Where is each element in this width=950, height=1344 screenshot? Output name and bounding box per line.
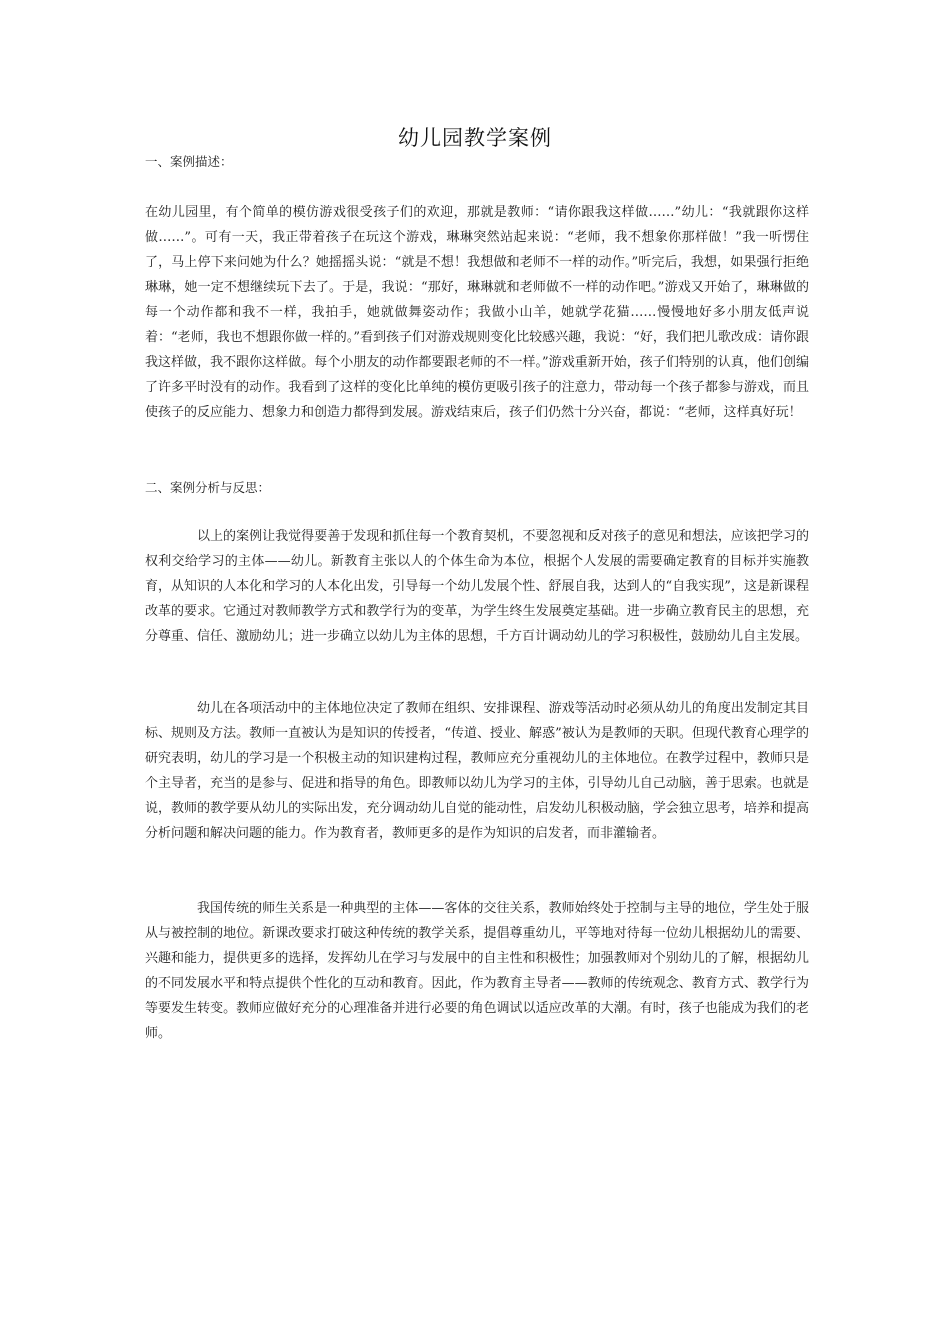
analysis-paragraph-2: 幼儿在各项活动中的主体地位决定了教师在组织、安排课程、游戏等活动时必须从幼儿的角度出发制定其目标、规则及方法。教师一直被认为是知识的传授者，“传道、授业、解惑”被认为是教师的天职。但现代教育心理学的研究表明，幼儿的学习是一个积极主动的知识建构过程，教师应充分重视幼儿的主体地位。在教学过程中，教师只是个主导者，充当的是参与、促进和指导的角色。即教师以幼儿为学习的主体，引导幼儿自己动脑，善于思索。也就是说，教师的教学要从幼儿的实际出发，充分调动幼儿自觉的能动性，启发幼儿积极动脑，学会独立思考，培养和提高分析问题和解决问题的能力。作为教育者，教师更多的是作为知识的启发者，而非灌输者。 <box>145 701 809 841</box>
analysis-paragraph-3: 我国传统的师生关系是一种典型的主体——客体的交往关系，教师始终处于控制与主导的地位，学生处于服从与被控制的地位。新课改要求打破这种传统的教学关系，提倡尊重幼儿，平等地对待每一位幼儿根据幼儿的需要、兴趣和能力，提供更多的选择，发挥幼儿在学习与发展中的自主性和积极性；加强教师对个别幼儿的了解，根据幼儿的不同发展水平和特点提供个性化的互动和教育。因此，作为教育主导者——教师的传统观念、教育方式、教学行为等要发生转变。教师应做好充分的心理准备并进行必要的角色调试以适应改革的大潮。有时，孩子也能成为我们的老师。 <box>145 901 809 1041</box>
section-heading-case-description: 一、案例描述： <box>145 154 233 169</box>
analysis-paragraph-1: 以上的案例让我觉得要善于发现和抓住每一个教育契机，不要忽视和反对孩子的意见和想法，应该把学习的权利交给学习的主体——幼儿。新教育主张以人的个体生命为本位，根据个人发展的需要确定教育的目标并实施教育，从知识的人本化和学习的人本化出发，引导每一个幼儿发展个性、舒展自我，达到人的“自我实现”，这是新课程改革的要求。它通过对教师教学方式和教学行为的变革，为学生终生发展奠定基础。进一步确立教育民主的思想，充分尊重、信任、激励幼儿；进一步确立以幼儿为主体的思想，千方百计调动幼儿的学习积极性，鼓励幼儿自主发展。 <box>145 529 809 644</box>
section-heading-analysis-reflection: 二、案例分析与反思： <box>145 480 271 495</box>
case-description-paragraph: 在幼儿园里，有个简单的模仿游戏很受孩子们的欢迎，那就是教师：“请你跟我这样做……”幼儿：“我就跟你这样做……”。可有一天，我正带着孩子在玩这个游戏，琳琳突然站起来说：“老师，我不想象你那样做！”我一听愣住了，马上停下来问她为什么？她摇摇头说：“就是不想！我想做和老师不一样的动作。”听完后，我想，如果强行拒绝琳琳，她一定不想继续玩下去了。于是，我说：“那好，琳琳就和老师做不一样的动作吧。”游戏又开始了，琳琳做的每一个动作都和我不一样，我拍手，她就做舞姿动作；我做小山羊，她就学花猫……慢慢地好多小朋友低声说着：“老师，我也不想跟你做一样的。”看到孩子们对游戏规则变化比较感兴趣，我说：“好，我们把儿歌改成：请你跟我这样做，我不跟你这样做。每个小朋友的动作都要跟老师的不一样。”游戏重新开始，孩子们特别的认真，他们创编了许多平时没有的动作。我看到了这样的变化比单纯的模仿更吸引孩子的注意力，带动每一个孩子都参与游戏，而且使孩子的反应能力、想象力和创造力都得到发展。游戏结束后，孩子们仍然十分兴奋，都说：“老师，这样真好玩！ <box>145 205 809 420</box>
document-title: 幼儿园教学案例 <box>398 126 552 150</box>
